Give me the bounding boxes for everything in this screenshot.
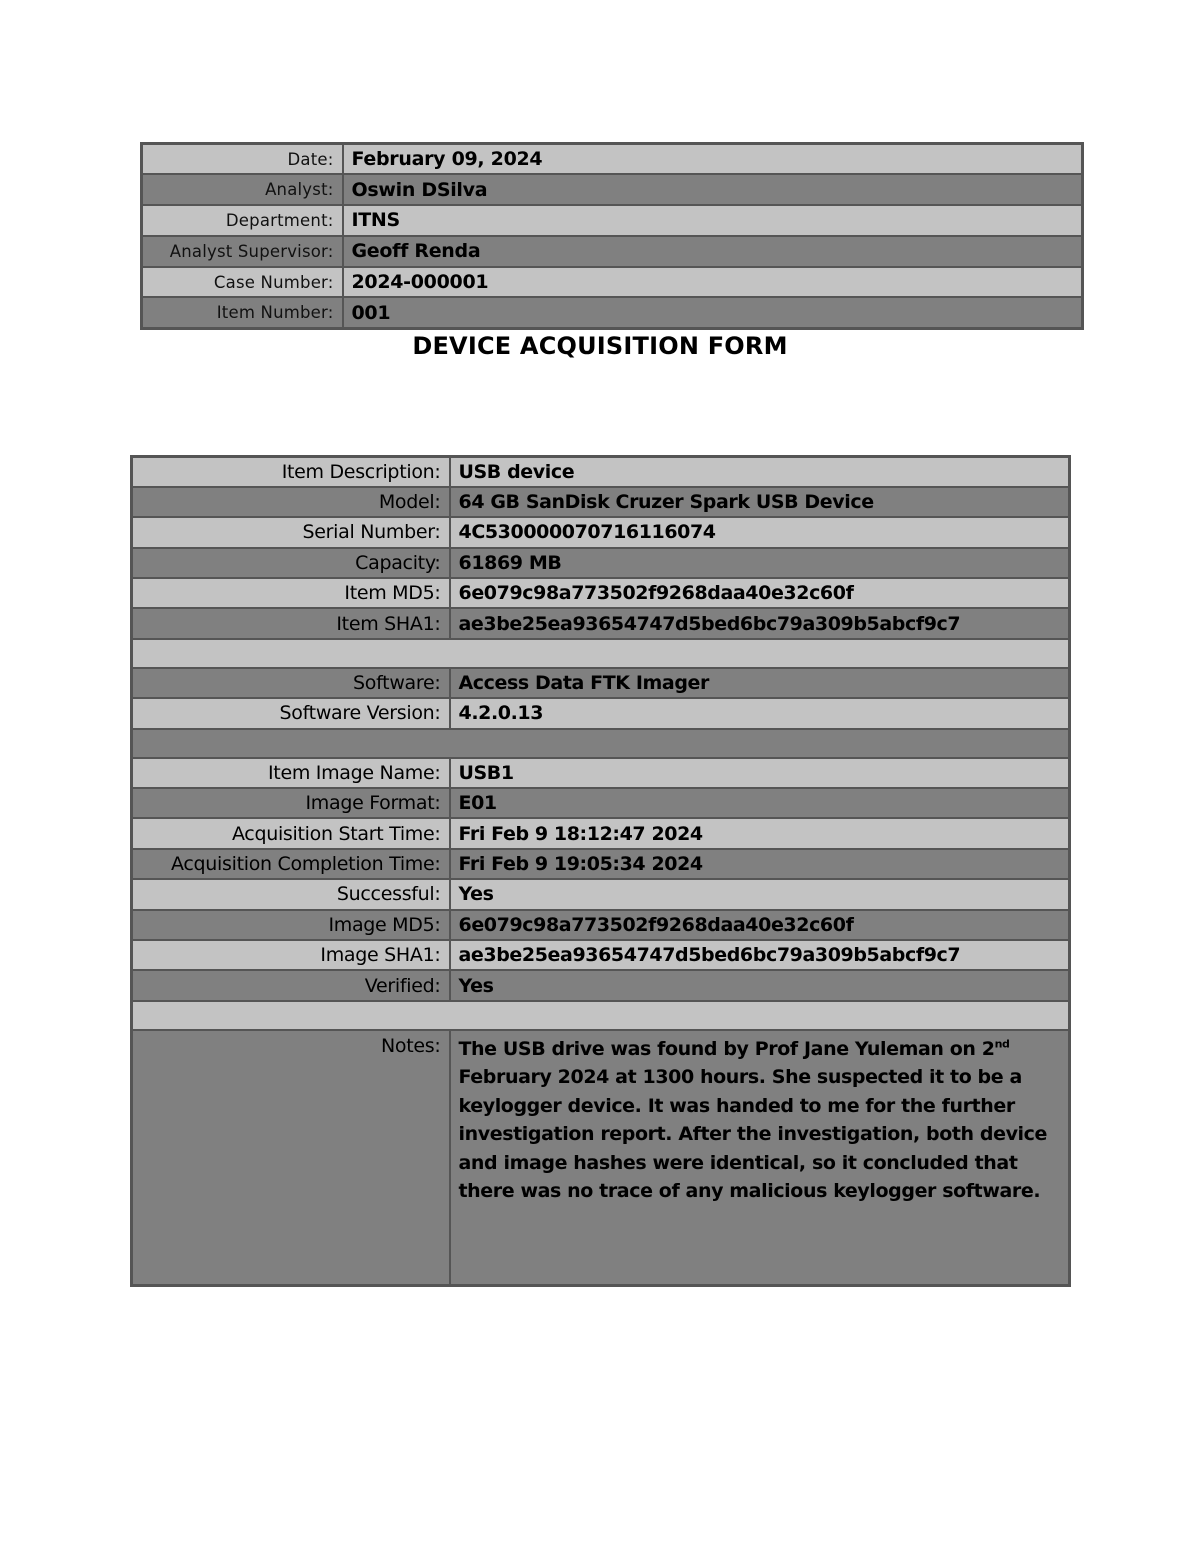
image-md5-value: 6e079c98a773502f9268daa40e32c60f	[450, 910, 1070, 940]
image-sha1-label: Image SHA1:	[132, 940, 450, 970]
notes-ordinal-suffix: nd	[994, 1037, 1010, 1051]
acquisition-start-label: Acquisition Start Time:	[132, 818, 450, 848]
spacer-row	[132, 639, 1070, 668]
capacity-value: 61869 MB	[450, 548, 1070, 578]
image-sha1-value: ae3be25ea93654747d5bed6bc79a309b5abcf9c7	[450, 940, 1070, 970]
acquisition-table	[130, 455, 1071, 1287]
case-header-table	[140, 142, 1084, 330]
case-number-value: 2024-000001	[343, 267, 1083, 298]
verified-value: Yes	[450, 970, 1070, 1000]
row-verified	[132, 970, 1070, 1000]
image-format-value: E01	[450, 788, 1070, 818]
notes-label: Notes:	[132, 1030, 450, 1286]
software-version-value: 4.2.0.13	[450, 698, 1070, 728]
row-serial-number	[132, 517, 1070, 547]
header-row-department	[142, 205, 1083, 236]
notes-text	[450, 1030, 1070, 1286]
spacer-cell	[132, 1001, 1070, 1030]
header-row-case-number	[142, 267, 1083, 298]
analyst-label: Analyst:	[142, 174, 343, 205]
serial-number-label: Serial Number:	[132, 517, 450, 547]
image-name-label: Item Image Name:	[132, 758, 450, 788]
verified-label: Verified:	[132, 970, 450, 1000]
row-image-format	[132, 788, 1070, 818]
supervisor-value: Geoff Renda	[343, 236, 1083, 267]
item-sha1-value: ae3be25ea93654747d5bed6bc79a309b5abcf9c7	[450, 608, 1070, 638]
capacity-label: Capacity:	[132, 548, 450, 578]
notes-text-rest: February 2024 at 1300 hours. She suspected it to be a keylogger device. It was handed to me for the further investigation report. After the investigation, both device and image hashes were identical, so it concluded that there was no trace of any malicious keylogger software.	[458, 1066, 1048, 1203]
software-label: Software:	[132, 668, 450, 698]
item-sha1-label: Item SHA1:	[132, 608, 450, 638]
date-label: Date:	[142, 144, 343, 175]
analyst-value: Oswin DSilva	[343, 174, 1083, 205]
row-item-description	[132, 457, 1070, 487]
spacer-row	[132, 1001, 1070, 1030]
item-md5-value: 6e079c98a773502f9268daa40e32c60f	[450, 578, 1070, 608]
item-number-label: Item Number:	[142, 297, 343, 328]
item-description-label: Item Description:	[132, 457, 450, 487]
serial-number-value: 4C530000070716116074	[450, 517, 1070, 547]
model-label: Model:	[132, 487, 450, 517]
image-format-label: Image Format:	[132, 788, 450, 818]
department-value: ITNS	[343, 205, 1083, 236]
item-description-value: USB device	[450, 457, 1070, 487]
item-number-value: 001	[343, 297, 1083, 328]
case-number-label: Case Number:	[142, 267, 343, 298]
row-software-version	[132, 698, 1070, 728]
row-acquisition-completion	[132, 849, 1070, 879]
image-md5-label: Image MD5:	[132, 910, 450, 940]
row-item-sha1	[132, 608, 1070, 638]
row-image-md5	[132, 910, 1070, 940]
date-value: February 09, 2024	[343, 144, 1083, 175]
header-row-analyst	[142, 174, 1083, 205]
successful-value: Yes	[450, 879, 1070, 909]
row-item-md5	[132, 578, 1070, 608]
notes-text-start: The USB drive was found by Prof Jane Yuleman on 2	[458, 1037, 995, 1060]
header-row-date	[142, 144, 1083, 175]
supervisor-label: Analyst Supervisor:	[142, 236, 343, 267]
row-image-name	[132, 758, 1070, 788]
spacer-cell	[132, 729, 1070, 758]
header-row-item-number	[142, 297, 1083, 328]
model-value: 64 GB SanDisk Cruzer Spark USB Device	[450, 487, 1070, 517]
row-acquisition-start	[132, 818, 1070, 848]
row-software	[132, 668, 1070, 698]
acquisition-start-value: Fri Feb 9 18:12:47 2024	[450, 818, 1070, 848]
acquisition-completion-value: Fri Feb 9 19:05:34 2024	[450, 849, 1070, 879]
image-name-value: USB1	[450, 758, 1070, 788]
software-version-label: Software Version:	[132, 698, 450, 728]
row-image-sha1	[132, 940, 1070, 970]
spacer-row	[132, 729, 1070, 758]
row-successful	[132, 879, 1070, 909]
acquisition-completion-label: Acquisition Completion Time:	[132, 849, 450, 879]
department-label: Department:	[142, 205, 343, 236]
row-model	[132, 487, 1070, 517]
form-title: DEVICE ACQUISITION FORM	[412, 332, 788, 360]
header-row-supervisor	[142, 236, 1083, 267]
item-md5-label: Item MD5:	[132, 578, 450, 608]
spacer-cell	[132, 639, 1070, 668]
successful-label: Successful:	[132, 879, 450, 909]
software-value: Access Data FTK Imager	[450, 668, 1070, 698]
row-capacity	[132, 548, 1070, 578]
row-notes	[132, 1030, 1070, 1286]
